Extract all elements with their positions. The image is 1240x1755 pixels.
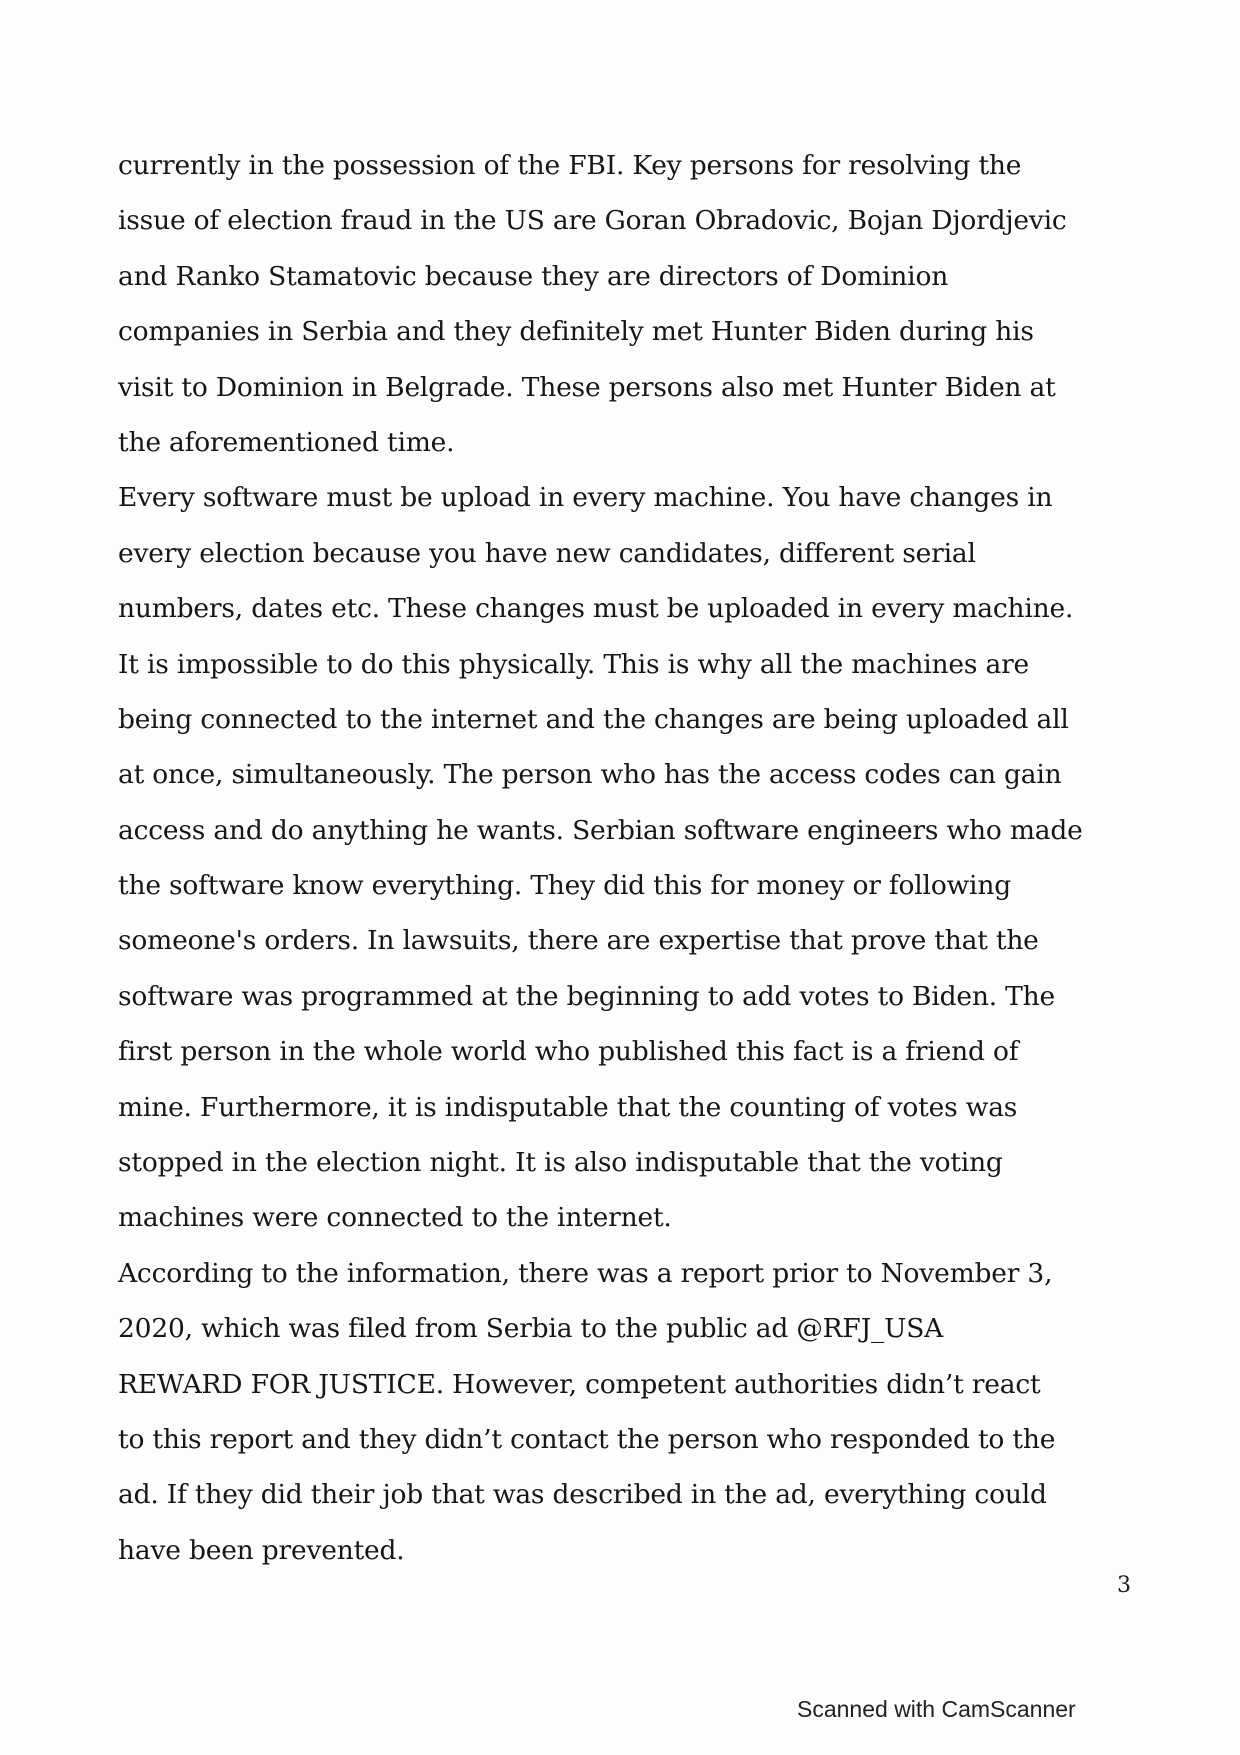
text-line: machines were connected to the internet. — [118, 1202, 672, 1234]
text-line: ad. If they did their job that was described in the ad, everything could — [118, 1479, 1047, 1511]
text-line: being connected to the internet and the changes are being uploaded all — [118, 703, 1069, 735]
text-line: According to the information, there was a report prior to November 3, — [118, 1257, 1053, 1289]
camscanner-watermark: Scanned with CamScanner — [797, 1696, 1076, 1722]
text-line: and Ranko Stamatovic because they are directors of Dominion — [118, 260, 949, 292]
text-line: It is impossible to do this physically. This is why all the machines are — [118, 648, 1030, 680]
text-line: to this report and they didn’t contact the person who responded to the — [118, 1423, 1056, 1455]
document-body — [118, 138, 1133, 1578]
text-line: the software know everything. They did this for money or following — [118, 870, 1011, 902]
text-line: Every software must be upload in every machine. You have changes in — [118, 482, 1053, 514]
text-line: REWARD FOR JUSTICE. However, competent authorities didn’t react — [118, 1368, 1041, 1400]
text-line: have been prevented. — [118, 1534, 405, 1566]
text-line: every election because you have new candidates, different serial — [118, 537, 976, 569]
text-line: currently in the possession of the FBI. Key persons for resolving the — [118, 150, 1022, 181]
text-line: first person in the whole world who published this fact is a friend of — [118, 1036, 1019, 1068]
text-line: visit to Dominion in Belgrade. These persons also met Hunter Biden at — [118, 371, 1056, 403]
text-line: stopped in the election night. It is also indisputable that the voting — [118, 1147, 1003, 1179]
text-line: companies in Serbia and they definitely met Hunter Biden during his — [118, 316, 1034, 348]
text-line: someone's orders. In lawsuits, there are expertise that prove that the — [118, 925, 1039, 957]
text-line: issue of election fraud in the US are Goran Obradovic, Bojan Djordjevic — [118, 205, 1067, 237]
page-number: 3 — [1117, 1573, 1131, 1598]
text-line: at once, simultaneously. The person who has the access codes can gain — [118, 759, 1062, 791]
text-line: software was programmed at the beginning to add votes to Biden. The — [118, 980, 1055, 1012]
text-line: mine. Furthermore, it is indisputable that the counting of votes was — [118, 1091, 1018, 1123]
text-line: the aforementioned time. — [118, 426, 455, 458]
text-line: 2020, which was filed from Serbia to the public ad @RFJ_USA — [118, 1313, 944, 1345]
text-line: numbers, dates etc. These changes must be uploaded in every machine. — [118, 593, 1074, 625]
text-line: access and do anything he wants. Serbian software engineers who made — [118, 814, 1083, 846]
